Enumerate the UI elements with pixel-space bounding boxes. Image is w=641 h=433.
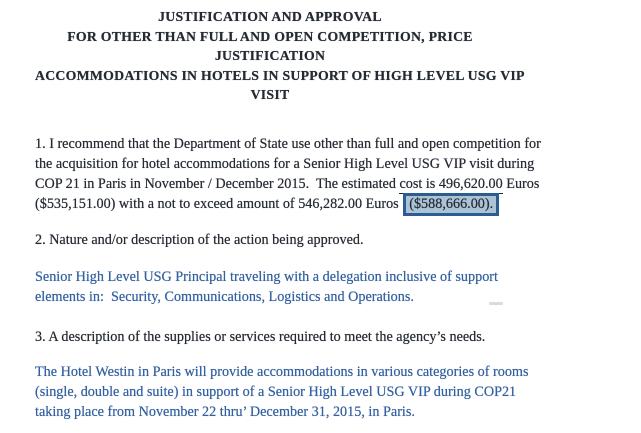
section-3-answer (35, 362, 630, 422)
highlighted-dollar-amount: ($588,666.00). (403, 193, 499, 216)
answer-line: taking place from November 22 thru’ December 31, 2015, in Paris. (35, 404, 415, 420)
currency-text: Euros (502, 176, 540, 192)
paragraph-1-recommendation (35, 134, 630, 214)
scan-smudge-artifact (489, 302, 503, 305)
heading-line: 2. Nature and/or description of the action being approved. (35, 232, 364, 248)
estimated-cost-text: COP 21 in Paris in November / December 2015. The estimated (35, 176, 400, 192)
title-line: JUSTIFICATION AND APPROVAL (158, 9, 382, 24)
document-title (35, 7, 525, 105)
answer-line: The Hotel Westin in Paris will provide accommodations in various categories of rooms (35, 364, 529, 380)
paragraph-line: the acquisition for hotel accommodations for a Senior High Level USG VIP visit during (35, 156, 535, 172)
title-line: JUSTIFICATION (214, 48, 326, 63)
title-line: VISIT (250, 87, 290, 102)
not-to-exceed-text: ($535,151.00) with a not to exceed amount of 546,282.00 Euros (35, 196, 403, 212)
answer-line: (single, double and suite) in support of a Senior High Level USG VIP during COP21 (35, 384, 517, 400)
heading-line: 3. A description of the supplies or services required to meet the agency’s needs. (35, 329, 486, 345)
answer-line: elements in: Security, Communications, Logistics and Operations. (35, 289, 414, 305)
section-2-heading (35, 230, 630, 250)
paragraph-line (35, 174, 630, 194)
paragraph-line (35, 194, 630, 214)
title-line: FOR OTHER THAN FULL AND OPEN COMPETITION, PRICE (67, 28, 473, 44)
title-line: ACCOMMODATIONS IN HOTELS IN SUPPORT OF HIGH LEVEL USG VIP (35, 67, 525, 83)
section-3-heading (35, 327, 630, 347)
paragraph-line: 1. I recommend that the Department of State use other than full and open competition for (35, 136, 541, 152)
section-2-answer (35, 267, 630, 307)
answer-line: Senior High Level USG Principal traveling with a delegation inclusive of support (35, 269, 498, 285)
underlined-estimated-cost: cost is 496,620.00 (399, 176, 503, 192)
